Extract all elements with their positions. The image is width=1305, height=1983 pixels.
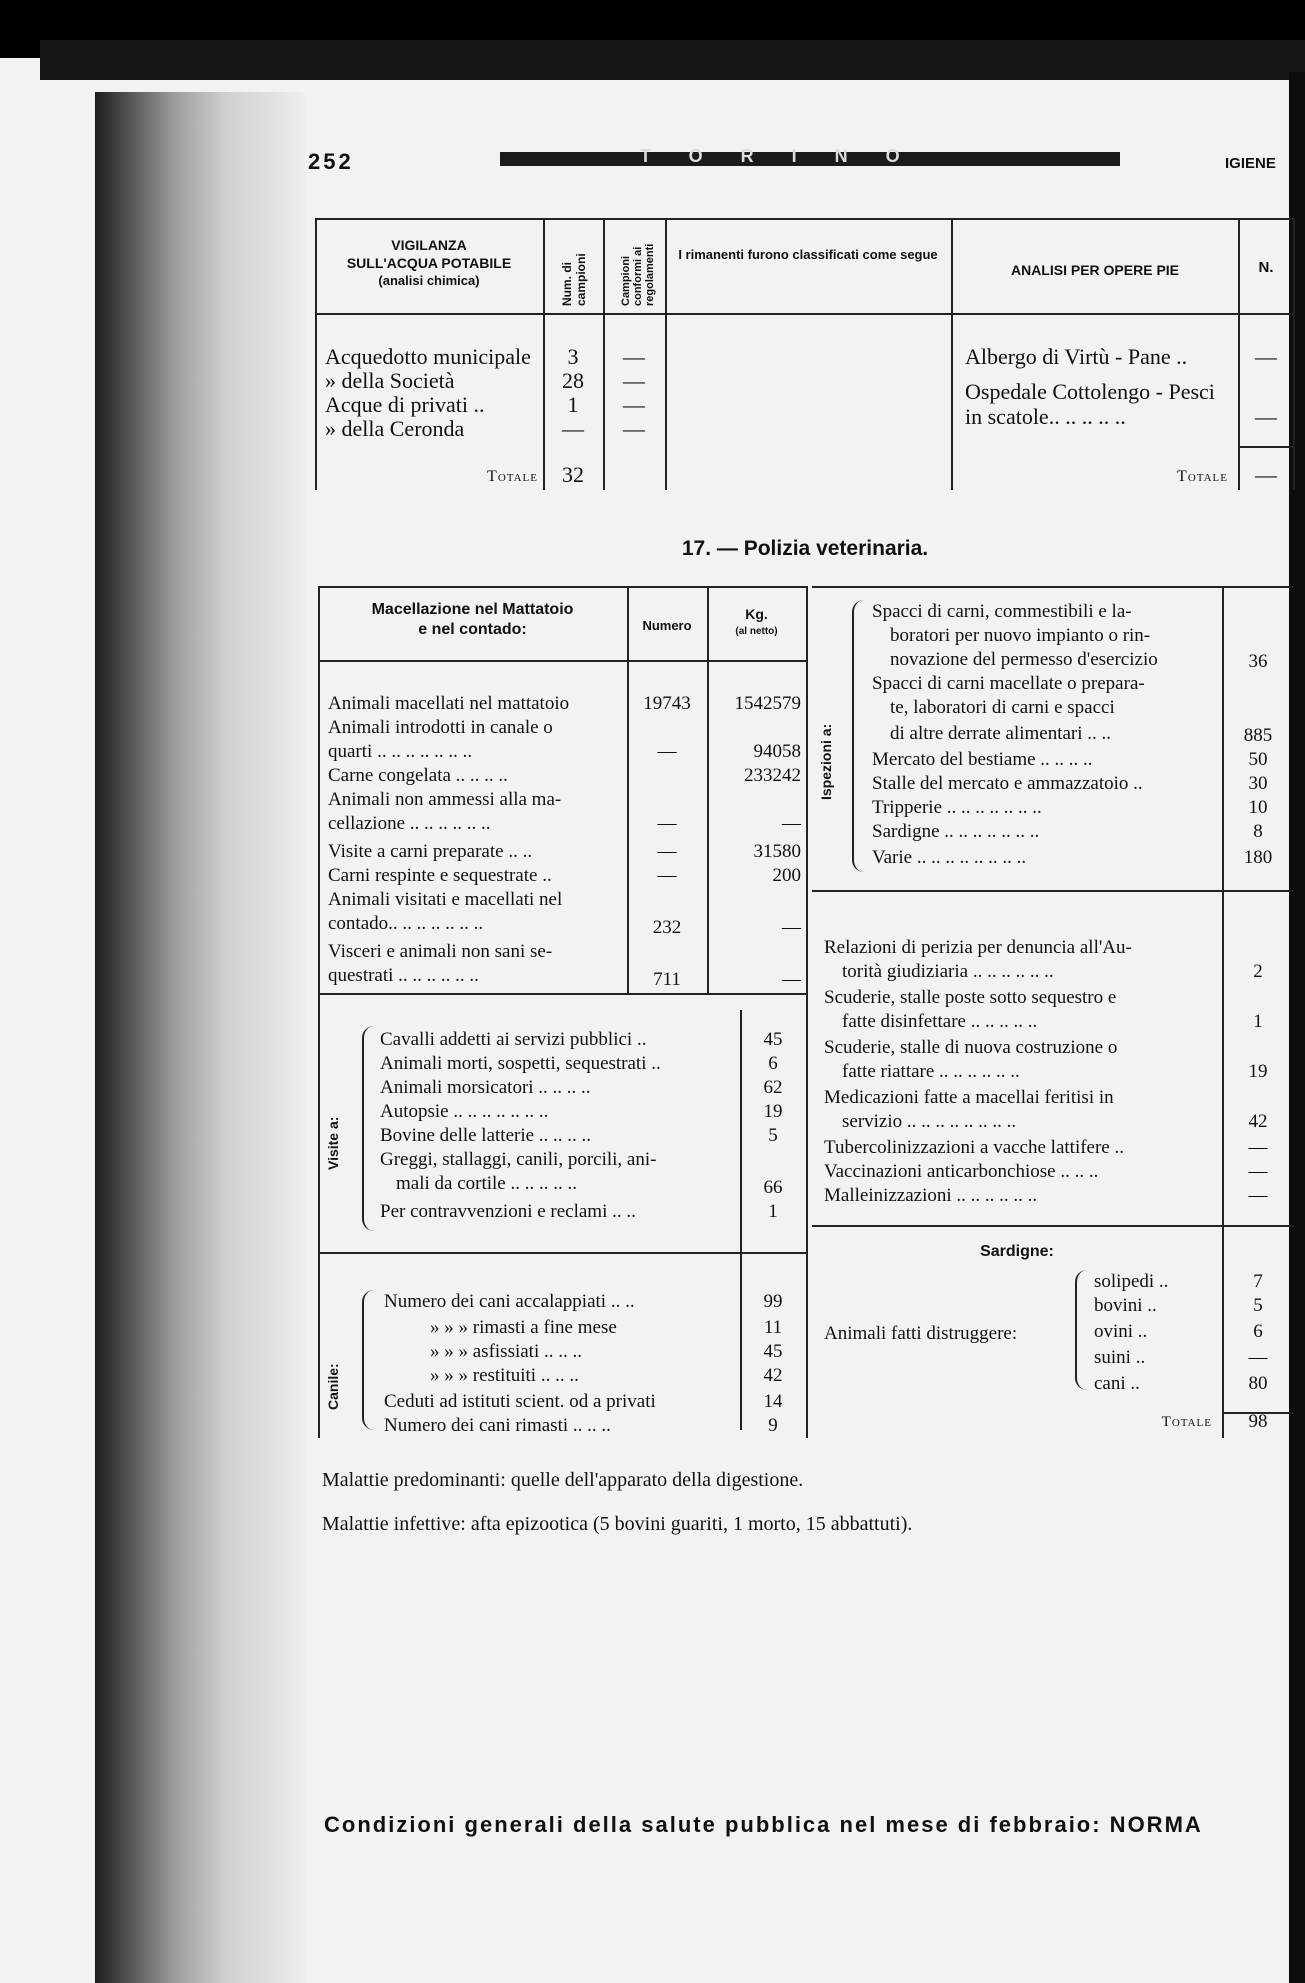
kennel-row-label: Numero dei cani rimasti .. .. .. (384, 1415, 611, 1436)
inspection-row-value: 8 (1253, 821, 1263, 842)
sardigne-title: Sardigne: (980, 1243, 1054, 1260)
water-row-num: — (562, 416, 584, 441)
water-row-num: 28 (562, 368, 584, 393)
rule (1293, 218, 1295, 490)
section-title: 17. — Polizia veterinaria. (681, 537, 929, 560)
works-row-value: — (1255, 344, 1277, 369)
inspections-side-label: Ispezioni a: (818, 723, 834, 800)
slaughter-row-line1: Visceri e animali non sani se- (328, 941, 553, 962)
slaughter-row-kg: 1542579 (734, 693, 801, 714)
slaughter-row-num: — (657, 865, 677, 886)
visit-row-label-cont: mali da cortile .. .. .. .. .. (396, 1173, 577, 1194)
book-gutter-shadow (95, 92, 305, 1983)
slaughter-row-kg: 94058 (753, 741, 801, 762)
sardigne-row-value: 5 (1253, 1295, 1263, 1316)
report-row-value: 19 (1248, 1061, 1268, 1082)
water-row-conf: — (623, 344, 645, 369)
sardigne-row-label: cani .. (1094, 1373, 1140, 1394)
report-row-value: 42 (1248, 1111, 1268, 1132)
rule (318, 993, 806, 995)
rule (806, 586, 808, 1438)
page-number: 252 (308, 149, 354, 174)
slaughter-heading-1: Macellazione nel Mattatoio (371, 601, 574, 618)
sardigne-total-value: 98 (1248, 1411, 1268, 1432)
rule (318, 586, 320, 1438)
water-row-conf: — (623, 368, 645, 393)
inspection-row-value: 50 (1248, 749, 1268, 770)
inspection-row-label: Sardigne .. .. .. .. .. .. .. (872, 821, 1040, 842)
visit-row-label: Autopsie .. .. .. .. .. .. .. (380, 1101, 549, 1122)
col-kg-sub: (al netto) (735, 626, 778, 637)
water-heading-1: VIGILANZA (391, 237, 467, 253)
report-row-label-cont: servizio .. .. .. .. .. .. .. .. (842, 1111, 1017, 1132)
rule (315, 313, 1295, 315)
col-conforming-header: Campioni conformi ai regolamenti (620, 243, 656, 306)
works-total-value: — (1255, 462, 1277, 487)
slaughter-row-line2: contado.. .. .. .. .. .. .. (328, 913, 484, 934)
water-row-label: Acque di privati .. (325, 392, 485, 417)
sardigne-row-label: solipedi .. (1094, 1271, 1169, 1292)
kennel-row-value: 45 (763, 1341, 783, 1362)
visit-row-label: Animali morsicatori .. .. .. .. (380, 1077, 591, 1098)
rule (315, 218, 1295, 220)
report-row-value: — (1248, 1185, 1268, 1206)
slaughter-row-kg: — (782, 813, 801, 834)
works-heading: ANALISI PER OPERE PIE (1010, 262, 1180, 278)
rule (665, 218, 667, 490)
sardigne-row-value: 6 (1253, 1321, 1263, 1342)
kennel-row-value: 9 (768, 1415, 778, 1436)
running-title-mark: TORINO (640, 146, 938, 166)
slaughter-row-num: 232 (652, 917, 682, 938)
inspection-row-label-cont: di altre derrate alimentari .. .. (890, 723, 1112, 744)
kennel-side-label: Canile: (325, 1363, 341, 1410)
works-row-value: — (1255, 404, 1277, 429)
slaughter-row-line1: Animali introdotti in canale o (328, 717, 553, 738)
visit-row-value: 6 (768, 1053, 778, 1074)
sardigne-row-value: 7 (1253, 1271, 1263, 1292)
inspection-row-label: Spacci di carni macellate o prepara- (872, 673, 1145, 694)
kennel-row-value: 11 (763, 1317, 783, 1338)
visit-row-value: 66 (763, 1177, 783, 1198)
visit-row-value: 1 (768, 1201, 778, 1222)
slaughter-row-line2: questrati .. .. .. .. .. .. (328, 965, 479, 986)
water-row-conf: — (623, 416, 645, 441)
water-row-num: 3 (567, 344, 579, 369)
inspection-row-value: 10 (1248, 797, 1268, 818)
slaughter-row-kg: 233242 (744, 765, 801, 786)
kennel-row-value: 99 (763, 1291, 783, 1312)
note-infectious: Malattie infettive: afta epizootica (5 bovini guariti, 1 morto, 15 abbattuti). (322, 1513, 913, 1535)
rule (318, 660, 806, 662)
kennel-brace (362, 1290, 374, 1430)
sardigne-row-label: suini .. (1094, 1347, 1146, 1368)
slaughter-row-line1: Animali non ammessi alla ma- (328, 789, 562, 810)
note-predominant: Malattie predominanti: quelle dell'apparato della digestione. (322, 1469, 804, 1491)
slaughter-row-num: — (657, 841, 677, 862)
visit-row-value: 5 (768, 1125, 778, 1146)
works-row-label: Ospedale Cottolengo - Pesci (965, 379, 1215, 404)
report-row-value: — (1248, 1137, 1268, 1158)
water-heading-3: (analisi chimica) (378, 273, 480, 288)
water-row-label: » della Società (325, 368, 455, 393)
water-row-label: Acquedotto municipale (325, 344, 531, 369)
kennel-row-label: » » » rimasti a fine mese (430, 1317, 617, 1338)
visit-row-value: 45 (763, 1029, 783, 1050)
rule (1238, 446, 1293, 448)
slaughter-row-line2: quarti .. .. .. .. .. .. .. (328, 741, 473, 762)
report-row-label: Medicazioni fatte a macellai feritisi in (824, 1087, 1114, 1108)
inspection-row-label-cont: novazione del permesso d'esercizio (890, 649, 1158, 670)
col-remaining-header: I rimanenti furono classificati come segue (678, 247, 938, 262)
kennel-row-label: » » » asfissiati .. .. .. (430, 1341, 582, 1362)
sardigne-row-value: — (1248, 1347, 1268, 1368)
works-col-n: N. (1258, 259, 1274, 276)
inspection-row-label: Stalle del mercato e ammazzatoio .. (872, 773, 1143, 794)
sardigne-row-label: ovini .. (1094, 1321, 1148, 1342)
water-heading-2: SULL'ACQUA POTABILE (346, 255, 512, 271)
works-total-label: Totale (1177, 468, 1228, 485)
slaughter-row-num: 19743 (643, 693, 691, 714)
col-kg-header: Kg. (745, 606, 768, 622)
slaughter-row-line1: Animali macellati nel mattatoio (328, 693, 570, 714)
slaughter-row-line2: cellazione .. .. .. .. .. .. (328, 813, 491, 834)
report-row-label: Relazioni di perizia per denuncia all'Au- (824, 937, 1132, 958)
visits-brace (362, 1026, 374, 1231)
report-row-value: 1 (1253, 1011, 1263, 1032)
visit-row-label: Cavalli addetti ai servizi pubblici .. (380, 1029, 647, 1050)
section-name: IGIENE (1225, 155, 1276, 172)
visit-row-label: Animali morti, sospetti, sequestrati .. (380, 1053, 661, 1074)
water-row-conf: — (623, 392, 645, 417)
visits-side-label: Visite a: (325, 1116, 341, 1170)
works-row-label: Albergo di Virtù - Pane .. (965, 344, 1188, 369)
water-row-label: » della Ceronda (325, 416, 465, 441)
inspection-row-value: 36 (1248, 651, 1268, 672)
inspection-row-label: Varie .. .. .. .. .. .. .. .. (872, 847, 1027, 868)
inspection-row-label: Tripperie .. .. .. .. .. .. .. (872, 797, 1042, 818)
slaughter-row-kg: — (782, 969, 801, 990)
slaughter-row-num: 711 (653, 969, 681, 990)
inspection-row-label-cont: boratori per nuovo impianto o rin- (890, 625, 1151, 646)
report-row-label-cont: torità giudiziaria .. .. .. .. .. .. (842, 961, 1054, 982)
kennel-row-value: 42 (763, 1365, 783, 1386)
report-row-value: — (1248, 1161, 1268, 1182)
water-row-num: 1 (567, 392, 579, 417)
visit-row-label: Greggi, stallaggi, canili, porcili, ani- (380, 1149, 657, 1170)
slaughter-row-num: — (657, 741, 677, 762)
report-row-label: Vaccinazioni anticarbonchiose .. .. .. (824, 1161, 1099, 1182)
report-row-label: Scuderie, stalle poste sotto sequestro e (824, 987, 1117, 1008)
slaughter-row-line1: Carni respinte e sequestrate .. (328, 865, 552, 886)
visit-row-label: Per contravvenzioni e reclami .. .. (380, 1201, 636, 1222)
top-dark-band (40, 40, 1305, 80)
sardigne-total-label: Totale (1161, 1414, 1212, 1430)
rule (318, 586, 806, 588)
visit-row-value: 19 (763, 1101, 783, 1122)
kennel-row-label: Numero dei cani accalappiati .. .. (384, 1291, 635, 1312)
inspection-row-value: 885 (1243, 725, 1273, 746)
footer-line: Condizioni generali della salute pubblica nel mese di febbraio: NORMA (324, 1812, 1203, 1837)
visit-row-value: 62 (763, 1077, 783, 1098)
sardigne-brace (1075, 1270, 1087, 1390)
works-row-label: in scatole.. .. .. .. .. (965, 404, 1126, 429)
inspections-brace (852, 600, 866, 872)
kennel-row-label: Ceduti ad istituti scient. od a privati (384, 1391, 656, 1412)
kennel-row-label: » » » restituiti .. .. .. (430, 1365, 579, 1386)
inspection-row-value: 30 (1248, 773, 1268, 794)
report-row-value: 2 (1253, 961, 1263, 982)
report-row-label-cont: fatte disinfettare .. .. .. .. .. (842, 1011, 1038, 1032)
water-total-label: Totale (487, 468, 538, 485)
rule (318, 1252, 806, 1254)
visit-row-label: Bovine delle latterie .. .. .. .. (380, 1125, 592, 1146)
water-total-value: 32 (562, 462, 584, 487)
slaughter-row-kg: — (782, 917, 801, 938)
sardigne-row-value: 80 (1248, 1373, 1268, 1394)
slaughter-row-kg: 200 (772, 865, 801, 886)
report-row-label: Tubercolinizzazioni a vacche lattifere .. (824, 1137, 1124, 1158)
col-samples-header: Num. di campioni (560, 253, 588, 306)
report-row-label-cont: fatte riattare .. .. .. .. .. .. (842, 1061, 1020, 1082)
slaughter-row-kg: 31580 (753, 841, 801, 862)
inspection-row-label: Mercato del bestiame .. .. .. .. (872, 749, 1093, 770)
slaughter-row-num: — (657, 813, 677, 834)
inspection-row-label-cont: te, laboratori di carni e spacci (890, 697, 1115, 718)
slaughter-row-line1: Visite a carni preparate .. .. (328, 841, 533, 862)
inspection-row-value: 180 (1243, 847, 1273, 868)
sardigne-row-label: bovini .. (1094, 1295, 1157, 1316)
report-row-label: Scuderie, stalle di nuova costruzione o (824, 1037, 1118, 1058)
slaughter-heading-2: e nel contado: (418, 621, 527, 638)
report-row-label: Malleinizzazioni .. .. .. .. .. .. (824, 1185, 1038, 1206)
slaughter-row-line1: Animali visitati e macellati nel (328, 889, 563, 910)
inspection-row-label: Spacci di carni, commestibili e la- (872, 601, 1132, 622)
sardigne-label: Animali fatti distruggere: (824, 1323, 1018, 1344)
slaughter-row-line1: Carne congelata .. .. .. .. (328, 765, 508, 786)
col-number-header: Numero (642, 618, 692, 633)
kennel-row-value: 14 (763, 1391, 783, 1412)
